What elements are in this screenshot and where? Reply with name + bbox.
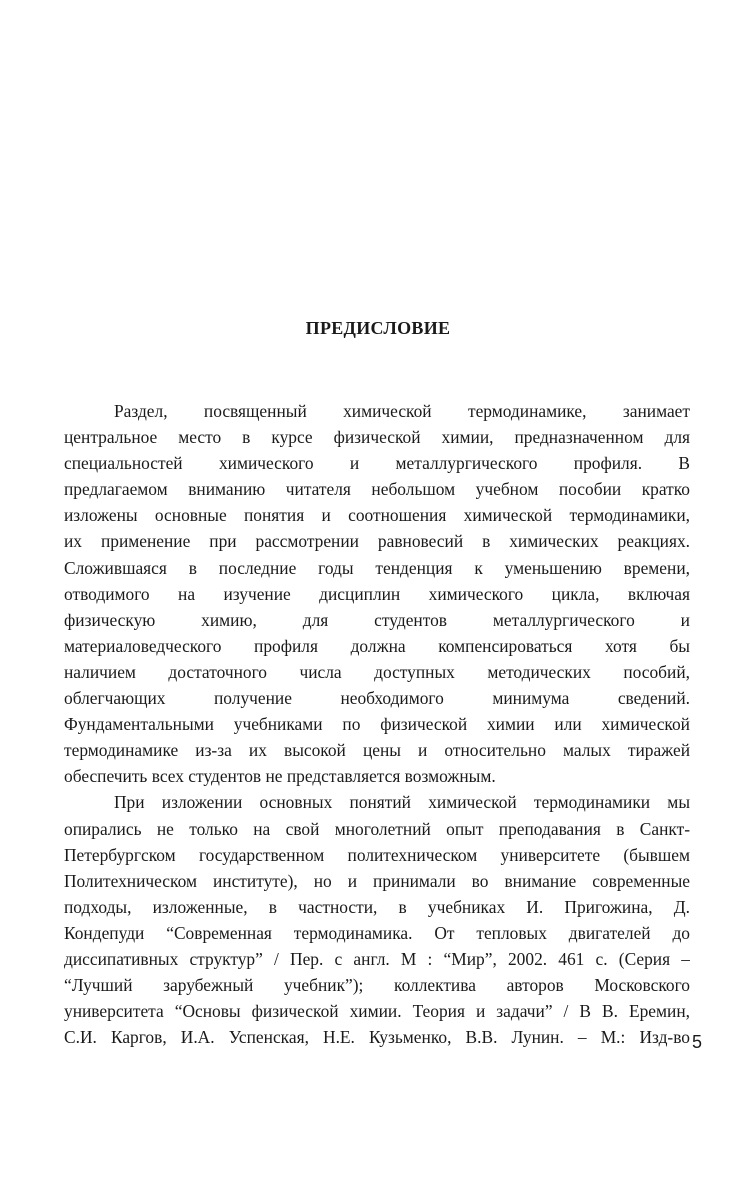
text-line: Сложившаяся в последние годы тенденция к уменьшению времени, (64, 557, 690, 578)
text-line: Фундаментальными учебниками по физической химии или химической (64, 714, 690, 735)
page-title: ПРЕДИСЛОВИЕ (305, 318, 451, 338)
text-line: подходы, изложенные, в частности, в учебниках И. Пригожина, Д. (64, 896, 690, 917)
text-line: отводимого на изучение дисциплин химического цикла, включая (64, 583, 690, 604)
text-line: предлагаемом вниманию читателя небольшом учебном пособии кратко (64, 479, 690, 500)
text-line: Политехническом институте), но и принимали во внимание современные (64, 870, 690, 891)
text-line: центральное место в курсе физической химии, предназначенном для (64, 427, 690, 448)
text-line: Кондепуди “Современная термодинамика. От тепловых двигателей до (64, 922, 690, 943)
text-line: изложены основные понятия и соотношения химической термодинамики, (64, 505, 690, 526)
text-line: облегчающих получение необходимого минимума сведений. (64, 688, 690, 709)
text-line: специальностей химического и металлургического профиля. В (64, 453, 690, 474)
text-line: термодинамике из-за их высокой цены и относительно малых тиражей (64, 740, 690, 761)
text-line: С.И. Каргов, И.А. Успенская, Н.Е. Кузьменко, В.В. Лунин. – М.: Изд-во (64, 1027, 690, 1048)
text-line: диссипативных структур” / Пер. с англ. М : “Мир”, 2002. 461 с. (Серия – (64, 948, 690, 969)
page-number: 5 (691, 1032, 702, 1052)
text-line: физическую химию, для студентов металлургического и (64, 609, 690, 630)
body-text (64, 398, 690, 1050)
text-line: Раздел, посвященный химической термодинамике, занимает (114, 401, 690, 421)
text-line: опирались не только на свой многолетний опыт преподавания в Санкт- (64, 818, 690, 839)
text-line: При изложении основных понятий химической термодинамики мы (114, 792, 690, 813)
text-line: наличием достаточного числа доступных методических пособий, (64, 661, 690, 682)
text-line: их применение при рассмотрении равновесий в химических реакциях. (64, 531, 690, 552)
text-line: университета “Основы физической химии. Теория и задачи” / В В. Еремин, (64, 1001, 690, 1022)
text-line: обеспечить всех студентов не представляется возможным. (64, 766, 496, 787)
text-line: материаловедческого профиля должна компенсироваться хотя бы (64, 635, 690, 656)
text-line: Петербургском государственном политехническом университете (бывшем (64, 844, 690, 865)
text-line: “Лучший зарубежный учебник”); коллектива авторов Московского (64, 975, 690, 996)
